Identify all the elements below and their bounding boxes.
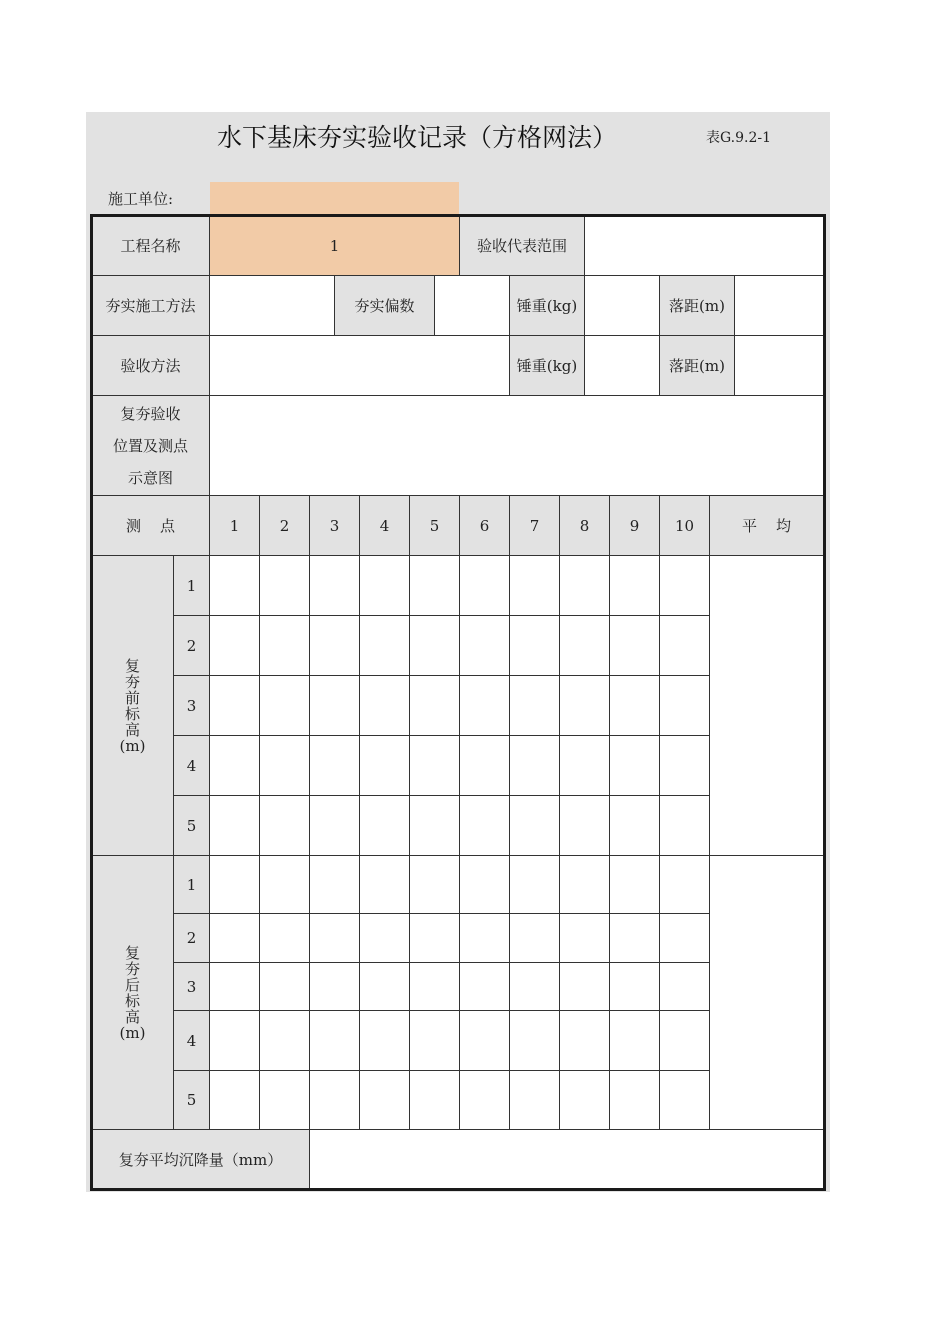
tamp-method-value[interactable] xyxy=(210,276,334,336)
column-header: 8 xyxy=(579,517,590,535)
label-char: 后 xyxy=(124,976,140,994)
row-number: 3 xyxy=(186,977,197,996)
drop-distance-value[interactable] xyxy=(735,276,823,336)
project-name-label: 工程名称 xyxy=(120,237,181,255)
row-number: 4 xyxy=(186,756,197,775)
tamp-deviation-label: 夯实偏数 xyxy=(354,297,415,315)
tamp-method-label: 夯实施工方法 xyxy=(105,297,196,315)
label-char: (m) xyxy=(119,1024,146,1042)
label-char: 标 xyxy=(124,704,140,723)
label-char: 复 xyxy=(124,656,140,675)
drop-distance-label-2: 落距(m) xyxy=(669,357,725,375)
column-header: 7 xyxy=(529,517,540,535)
average-label: 平 均 xyxy=(741,517,792,535)
label-char: 高 xyxy=(124,1008,140,1026)
hammer-weight-label: 锤重(kg) xyxy=(516,297,578,315)
acceptance-method-value[interactable] xyxy=(210,336,509,396)
column-header: 5 xyxy=(429,517,440,535)
acceptance-method-label: 验收方法 xyxy=(120,357,181,375)
row-number: 5 xyxy=(186,1091,197,1109)
settlement-label: 复夯平均沉降量（mm） xyxy=(118,1151,283,1169)
hammer-weight-label-2: 锤重(kg) xyxy=(516,357,578,375)
label-char: 高 xyxy=(124,720,140,739)
column-header: 9 xyxy=(629,517,640,535)
label-char: 夯 xyxy=(124,960,140,978)
hammer-weight-value-2[interactable] xyxy=(585,336,659,396)
elevation-grid-area[interactable] xyxy=(210,556,823,1130)
label-char: 标 xyxy=(124,992,140,1010)
project-name-value[interactable]: 1 xyxy=(329,237,340,255)
points-label: 测 点 xyxy=(125,517,176,535)
range-value[interactable] xyxy=(585,216,823,276)
column-header: 4 xyxy=(379,517,390,535)
row-number: 2 xyxy=(186,636,197,655)
row-number: 3 xyxy=(186,696,197,715)
column-header: 3 xyxy=(329,517,340,535)
drop-distance-label: 落距(m) xyxy=(669,297,725,315)
after-elevation-label xyxy=(92,856,173,1130)
before-elevation-label xyxy=(92,556,173,855)
row-number: 2 xyxy=(186,929,197,947)
row-number: 5 xyxy=(186,816,197,835)
drop-distance-value-2[interactable] xyxy=(735,336,823,396)
diagram-label-line: 复夯验收 xyxy=(120,405,181,423)
column-header: 1 xyxy=(229,517,240,535)
settlement-value[interactable] xyxy=(310,1130,823,1190)
hammer-weight-value[interactable] xyxy=(585,276,659,336)
row-number: 1 xyxy=(186,576,197,595)
range-label: 验收代表范围 xyxy=(476,237,567,255)
label-char: 夯 xyxy=(124,672,140,691)
label-char: 前 xyxy=(124,688,140,707)
label-char: 复 xyxy=(124,944,140,962)
row-number: 1 xyxy=(186,875,197,894)
column-header: 6 xyxy=(479,517,490,535)
construction-unit-field[interactable] xyxy=(210,182,459,215)
diagram-label-line: 示意图 xyxy=(127,469,173,487)
diagram-label-line: 位置及测点 xyxy=(112,437,188,455)
diagram-label xyxy=(92,396,209,496)
tamp-deviation-value[interactable] xyxy=(435,276,509,336)
diagram-area[interactable] xyxy=(210,396,823,496)
column-header: 10 xyxy=(674,517,695,535)
construction-unit-label: 施工单位: xyxy=(108,190,174,208)
page-title: 水下基床夯实验收记录（方格网法） xyxy=(216,123,617,152)
form-number: 表G.9.2-1 xyxy=(706,130,772,146)
column-header: 2 xyxy=(279,517,290,535)
row-number: 4 xyxy=(186,1031,197,1050)
label-char: (m) xyxy=(119,736,146,755)
